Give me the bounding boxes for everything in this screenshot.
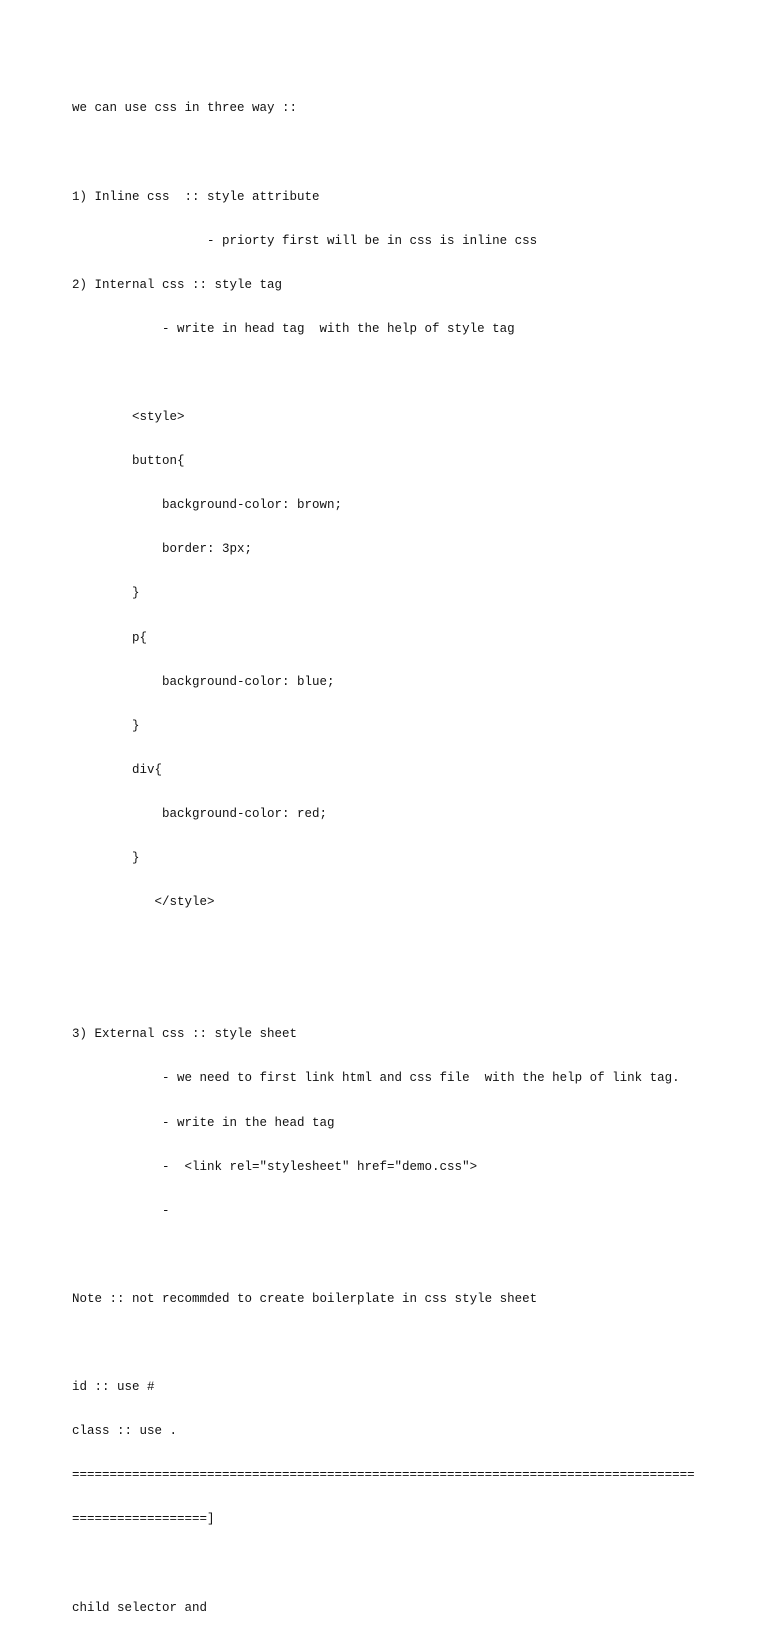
text-line: } bbox=[72, 586, 140, 601]
text-line: button{ bbox=[72, 454, 185, 469]
text-line: border: 3px; bbox=[72, 542, 253, 557]
text-line: ==================] bbox=[72, 1512, 215, 1527]
text-line bbox=[72, 1336, 732, 1351]
document-text bbox=[72, 72, 732, 1645]
text-line: 1) Inline css :: style attribute bbox=[72, 189, 320, 204]
text-line: - write in the head tag bbox=[72, 1115, 335, 1130]
text-line: - write in head tag with the help of style tag bbox=[72, 321, 515, 336]
text-line: background-color: red; bbox=[72, 806, 328, 821]
text-line: - we need to first link html and css file with the help of link tag. bbox=[72, 1071, 680, 1086]
text-line: p{ bbox=[72, 630, 148, 645]
text-line: child selector and bbox=[72, 1600, 208, 1615]
text-line bbox=[72, 146, 732, 161]
text-line: class :: use . bbox=[72, 1424, 178, 1439]
text-line: Note :: not recommded to create boilerplate in css style sheet bbox=[72, 1291, 538, 1306]
text-line bbox=[72, 983, 732, 998]
text-line: - <link rel="stylesheet" href="demo.css"> bbox=[72, 1159, 478, 1174]
text-line: id :: use # bbox=[72, 1380, 155, 1395]
text-line: background-color: brown; bbox=[72, 498, 343, 513]
text-line: - priorty first will be in css is inline css bbox=[72, 233, 538, 248]
text-line bbox=[72, 939, 732, 954]
text-line bbox=[72, 366, 732, 381]
text-line: div{ bbox=[72, 762, 163, 777]
text-line bbox=[72, 1557, 732, 1572]
text-line bbox=[72, 1248, 732, 1263]
text-line: background-color: blue; bbox=[72, 674, 335, 689]
text-line: 3) External css :: style sheet bbox=[72, 1027, 298, 1042]
text-line: <style> bbox=[72, 410, 185, 425]
text-line: } bbox=[72, 718, 140, 733]
text-line: 2) Internal css :: style tag bbox=[72, 277, 283, 292]
text-line: } bbox=[72, 851, 140, 865]
text-line: - bbox=[72, 1203, 170, 1218]
text-line: </style> bbox=[72, 895, 215, 910]
text-line: we can use css in three way :: bbox=[72, 101, 298, 116]
text-line: =================================================================================== bbox=[72, 1468, 695, 1483]
